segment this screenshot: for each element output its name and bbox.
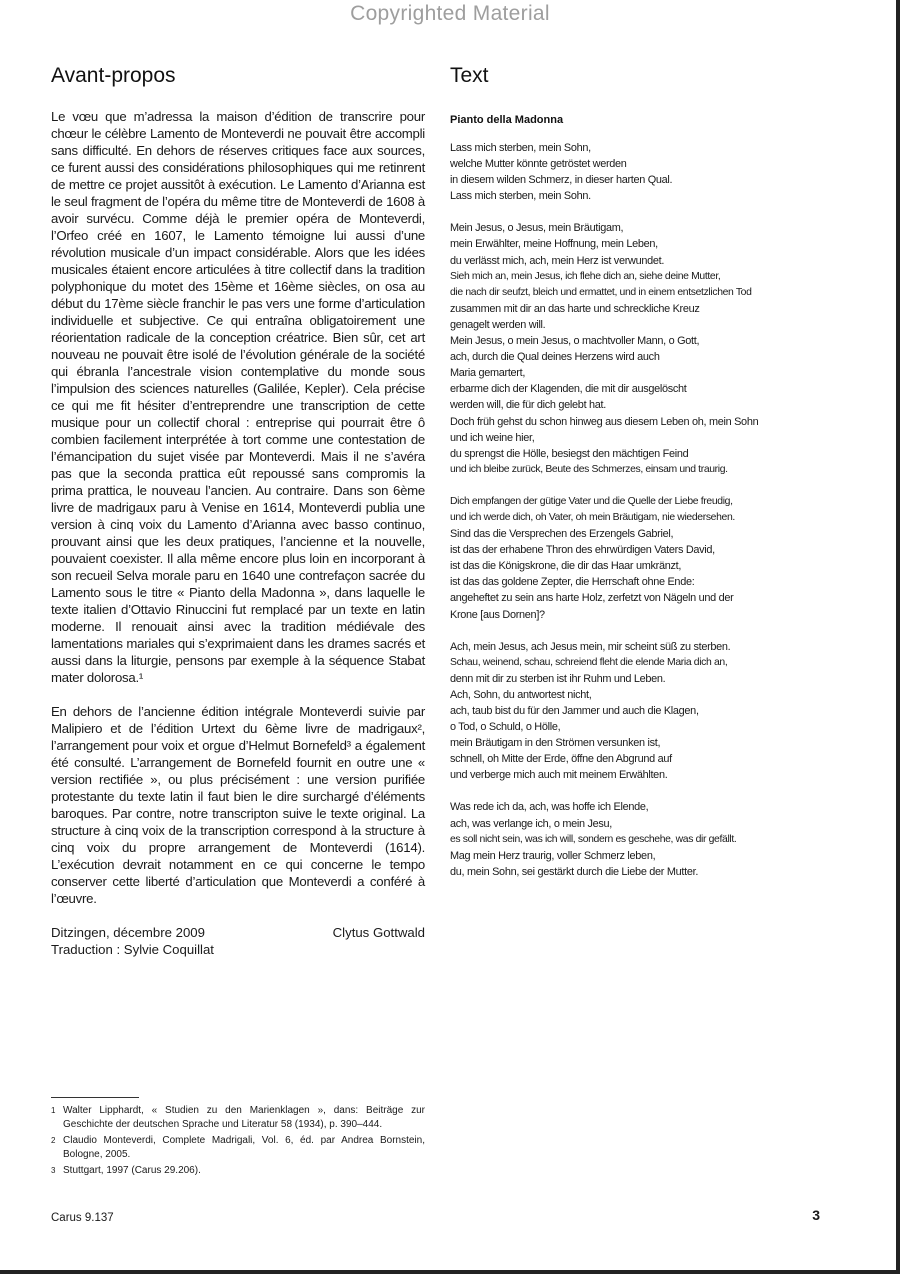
- poem-line: werden will, die für dich gelebt hat.: [450, 399, 606, 412]
- footnote-number: 2: [51, 1136, 56, 1145]
- poem-line: und verberge mich auch mit meinem Erwählten.: [450, 769, 668, 782]
- poem-line: Maria gemartert,: [450, 367, 526, 380]
- foreword-paragraph-1: Le vœu que m’adressa la maison d’édition de transcrire pour chœur le célèbre Lamento de Monteverdi ne pouvait être accompli sans difficulté. En dehors de réserves critiques face aux sources, ce furent aussi des considérations philosophiques qui me retinrent de mettre ce projet aussitôt à exécution. Le Lamento d’Arianna est le seul fragment de l’opéra du même titre de Monteverdi de 1608 à avoir survécu. Comme déjà le premier opéra de Monteverdi, l’Orfeo créé en 1607, le Lamento témoigne lui aussi d’une révolution musicale d’un impact considérable. Alors que les idées musicales étaient encore articulées à titre collectif dans la tradition polyphonique du motet des 15ème et 16ème siècles, on osa au début du 17ème siècle franchir le pas vers une forme d’articulation individuelle et subjective. Ce qui entraîna obligatoirement une réorientation radicale de la conception créatrice. Bien sûr, cet art nouveau ne pouvait être isolé de l’évolution générale de la société qui ébranla l’ancestrale vision contemplative du monde sous l’impulsion des sciences naturelles (Galilée, Kepler). Cela précise ce qui me fit hésiter d’entreprendre une transcription de cette musique pour un collectif choral : entreprise qui pourrait être ô combien facilement interprétée à tort comme une contestation de l’émancipation du sujet visée par Monteverdi. Mais il ne s’avéra pas que la seconda prattica eût repoussé sans compromis la prima prattica, le nouveau l’ancien. Au contraire. Dans son 6ème livre de madrigaux paru à Venise en 1614, Monteverdi publia une version à cinq voix du Lamento d’Arianna avec basso continuo, prouvant ainsi que les deux pratiques, l’ancienne et la nouvelle, pouvaient coexister. Il alla même encore plus loin en incorporant à son recueil Selva morale paru en 1640 une contrefaçon sacrée du Lamento sous le titre « Pianto della Madonna », dans laquelle le texte italien d’Ottavio Rinuccini fut remplacé par un texte en latin moderne. Il renouait ainsi avec la tradition médiévale des lamentations mariales qui s’exprimaient dans les drames sacrés et aussi dans la liturgie, pensons par exemple à la séquence Stabat mater dolorosa.¹: [51, 109, 425, 685]
- poem-line: erbarme dich der Klagenden, die mit dir ausgelöscht: [450, 383, 687, 396]
- poem-line: Lass mich sterben, mein Sohn.: [450, 190, 591, 203]
- poem-line: o Tod, o Schuld, o Hölle,: [450, 721, 561, 734]
- poem-line: du verlässt mich, ach, mein Herz ist verwundet.: [450, 254, 665, 267]
- poem-line: Krone [aus Dornen]?: [450, 608, 545, 621]
- poem-line: du sprengst die Hölle, besiegst den mächtigen Feind: [450, 447, 689, 460]
- footnote-text: Claudio Monteverdi, Complete Madrigali, Vol. 6, éd. par Andrea Bornstein, Bologne, 2005.: [63, 1135, 425, 1160]
- footnote-text: Walter Lipphardt, « Studien zu den Marienklagen », dans: Beiträge zur Geschichte der deutschen Sprache und Literatur 58 (1934), p. 390–444.: [63, 1105, 425, 1130]
- text-column: [450, 64, 830, 896]
- stanza: [450, 220, 830, 478]
- poem-line: angeheftet zu sein ans harte Holz, zerfetzt von Nägeln und der: [450, 592, 734, 605]
- poem-line: Lass mich sterben, mein Sohn,: [450, 142, 591, 154]
- poem-line: und ich bleibe zurück, Beute des Schmerzes, einsam und traurig.: [450, 463, 728, 475]
- poem-line: ach, was verlange ich, o mein Jesu,: [450, 817, 613, 830]
- footnote-text: Stuttgart, 1997 (Carus 29.206).: [63, 1165, 201, 1176]
- poem-line: welche Mutter könnte getröstet werden: [450, 158, 627, 171]
- poem-line: ist das die Königskrone, die dir das Haar umkränzt,: [450, 560, 682, 573]
- poem-line: Mein Jesus, o mein Jesus, o machtvoller Mann, o Gott,: [450, 335, 700, 348]
- poem-line: mein Bräutigam in den Strömen versunken ist,: [450, 737, 661, 750]
- poem-line: Sind das die Versprechen des Erzengels Gabriel,: [450, 528, 674, 541]
- translation-credit: Traduction : Sylvie Coquillat: [51, 942, 214, 957]
- poem-line: schnell, oh Mitte der Erde, öffne den Abgrund auf: [450, 753, 672, 766]
- text-heading: Text: [450, 64, 489, 87]
- poem-line: du, mein Sohn, sei gestärkt durch die Liebe der Mutter.: [450, 865, 699, 878]
- poem-line: Dich empfangen der gütige Vater und die Quelle der Liebe freudig,: [450, 495, 733, 507]
- poem-title: Pianto della Madonna: [450, 114, 564, 126]
- foreword-paragraph-2: En dehors de l’ancienne édition intégrale Monteverdi suivie par Malipiero et de l’édition Urtext du 6ème livre de madrigaux², l’arrangement pour voix et orgue d’Helmut Bornefeld³ a également été consulté. L’arrangement de Bornefeld fournit en outre une « version rectifiée », ou plus précisément : une version purifiée protestante du texte latin il faut bien le dire surchargé d’éléments baroques. Par contre, notre transcripton suive le texte original. La structure à cinq voix de la transcription correspond à la structure à cinq voix du propre arrangement de Monteverdi (1614). L’exécution devrait notamment en ce qui concerne le tempo conserver cette liberté d’articulation que Monteverdi a conféré à l’œuvre.: [51, 704, 425, 906]
- stanza: [450, 799, 830, 879]
- footnote: [51, 1104, 425, 1131]
- poem: [450, 140, 830, 880]
- page-number: 3: [812, 1207, 820, 1223]
- poem-line: ist das der erhabene Thron des ehrwürdigen Vaters David,: [450, 544, 715, 557]
- stanza: [450, 494, 830, 623]
- poem-line: und ich werde dich, oh Vater, oh mein Bräutigam, nie wiedersehen.: [450, 511, 735, 523]
- watermark: Copyrighted Material: [350, 2, 550, 25]
- signature-block: [51, 924, 425, 958]
- footnote-number: 1: [51, 1106, 56, 1115]
- poem-line: Schau, weinend, schau, schreiend fleht die elende Maria dich an,: [450, 656, 728, 668]
- poem-line: ach, taub bist du für den Jammer und auch die Klagen,: [450, 705, 699, 717]
- poem-line: Ach, mein Jesus, ach Jesus mein, mir scheint süß zu sterben.: [450, 640, 731, 653]
- poem-line: und ich weine hier,: [450, 431, 535, 444]
- poem-line: Sieh mich an, mein Jesus, ich flehe dich an, siehe deine Mutter,: [450, 270, 721, 282]
- poem-line: Ach, Sohn, du antwortest nicht,: [450, 688, 592, 701]
- foreword-column: [51, 64, 425, 958]
- footnotes: [51, 1104, 425, 1181]
- foreword-body: [51, 108, 425, 907]
- poem-line: in diesem wilden Schmerz, in dieser harten Qual.: [450, 174, 673, 187]
- poem-line: mein Erwählter, meine Hoffnung, mein Leben,: [450, 238, 658, 251]
- poem-line: zusammen mit dir an das harte und schreckliche Kreuz: [450, 302, 700, 315]
- poem-line: ist das das goldene Zepter, die Herrschaft ohne Ende:: [450, 576, 695, 589]
- poem-line: die nach dir seufzt, bleich und ermattet, und in einem entsetzlichen Tod: [450, 286, 752, 298]
- poem-line: Mein Jesus, o Jesus, mein Bräutigam,: [450, 222, 624, 235]
- footnote-number: 3: [51, 1166, 56, 1175]
- footnote-rule: [51, 1097, 139, 1104]
- poem-line: Mag mein Herz traurig, voller Schmerz leben,: [450, 849, 656, 862]
- author-name: Clytus Gottwald: [332, 925, 425, 940]
- foreword-heading: Avant-propos: [51, 64, 176, 87]
- poem-line: es soll nicht sein, was ich will, sondern es geschehe, was dir gefällt.: [450, 833, 737, 845]
- place-date: Ditzingen, décembre 2009: [51, 925, 205, 940]
- poem-line: genagelt werden will.: [450, 318, 546, 331]
- catalog-number: Carus 9.137: [51, 1212, 114, 1224]
- poem-line: Was rede ich da, ach, was hoffe ich Elende,: [450, 801, 649, 814]
- poem-line: Doch früh gehst du schon hinweg aus diesem Leben oh, mein Sohn: [450, 415, 759, 428]
- stanza: [450, 639, 830, 784]
- footnote: [51, 1164, 425, 1178]
- poem-line: denn mit dir zu sterben ist ihr Ruhm und Leben.: [450, 672, 666, 685]
- stanza: [450, 140, 830, 204]
- footnote: [51, 1134, 425, 1161]
- poem-line: ach, durch die Qual deines Herzens wird auch: [450, 351, 660, 364]
